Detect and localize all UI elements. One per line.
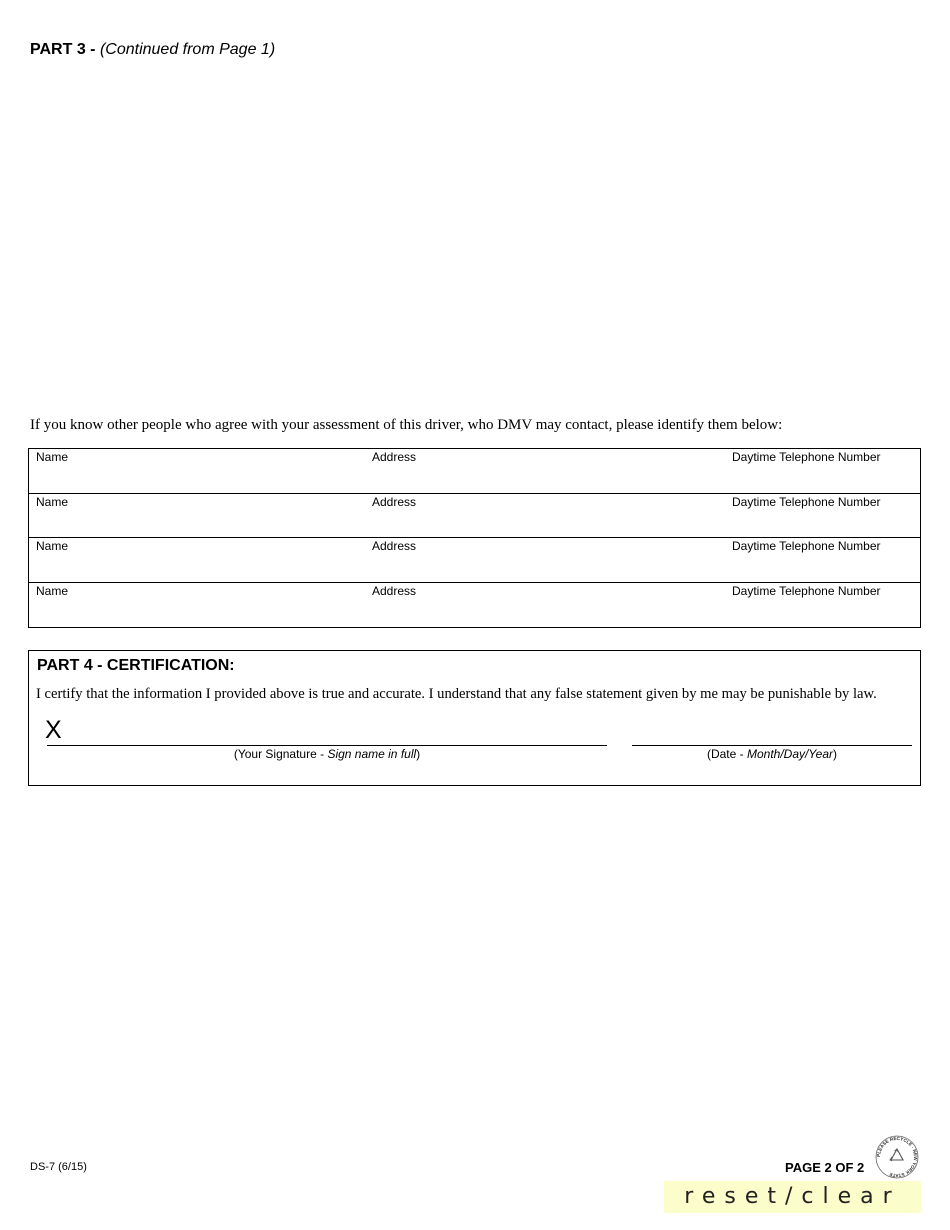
references-intro: If you know other people who agree with your assessment of this driver, who DMV may contact, please identify them below:	[30, 417, 783, 433]
caption-text: )	[416, 747, 421, 761]
caption-text: Month/Day/Year	[746, 747, 834, 761]
reference-row[interactable]	[29, 538, 920, 583]
certification-section	[28, 650, 921, 786]
caption-text: Sign name in full	[327, 747, 417, 761]
part3-heading	[30, 41, 275, 59]
recycle-logo-text: PLEASE RECYCLE · NEW YORK STATE	[875, 1135, 919, 1179]
recycle-logo-icon	[875, 1135, 919, 1179]
signature-caption	[47, 747, 607, 761]
page-number: PAGE 2 OF 2	[785, 1160, 865, 1175]
address-label: Address	[372, 539, 417, 553]
certification-title: PART 4 - CERTIFICATION:	[37, 657, 235, 674]
reset-clear-button[interactable]: reset/clear	[664, 1181, 921, 1213]
part3-note: (Continued from Page 1)	[99, 41, 276, 58]
name-label: Name	[36, 494, 69, 509]
phone-label: Daytime Telephone Number	[732, 450, 881, 464]
name-label: Name	[36, 583, 69, 598]
part3-text-area[interactable]	[28, 70, 921, 405]
reference-row[interactable]	[29, 494, 920, 539]
phone-label: Daytime Telephone Number	[732, 539, 881, 553]
signature-line[interactable]	[47, 745, 607, 746]
part3-label: PART 3 -	[30, 41, 100, 58]
date-line[interactable]	[632, 745, 912, 746]
certification-text: I certify that the information I provided above is true and accurate. I understand that any false statement given by me may be punishable by law.	[36, 686, 877, 702]
signature-x-mark: X	[45, 716, 62, 744]
address-label: Address	[372, 583, 417, 598]
caption-text: )	[833, 747, 838, 761]
caption-text: (Date -	[706, 747, 747, 761]
name-label: Name	[36, 450, 69, 464]
references-table	[28, 448, 921, 628]
phone-label: Daytime Telephone Number	[732, 583, 881, 598]
caption-text: (Your Signature -	[233, 747, 328, 761]
phone-label: Daytime Telephone Number	[732, 494, 881, 509]
form-id: DS-7 (6/15)	[30, 1161, 87, 1173]
address-label: Address	[372, 450, 417, 464]
reference-row[interactable]	[29, 449, 920, 494]
address-label: Address	[372, 494, 417, 509]
reference-row[interactable]	[29, 583, 920, 628]
name-label: Name	[36, 539, 69, 553]
date-caption	[632, 747, 912, 761]
